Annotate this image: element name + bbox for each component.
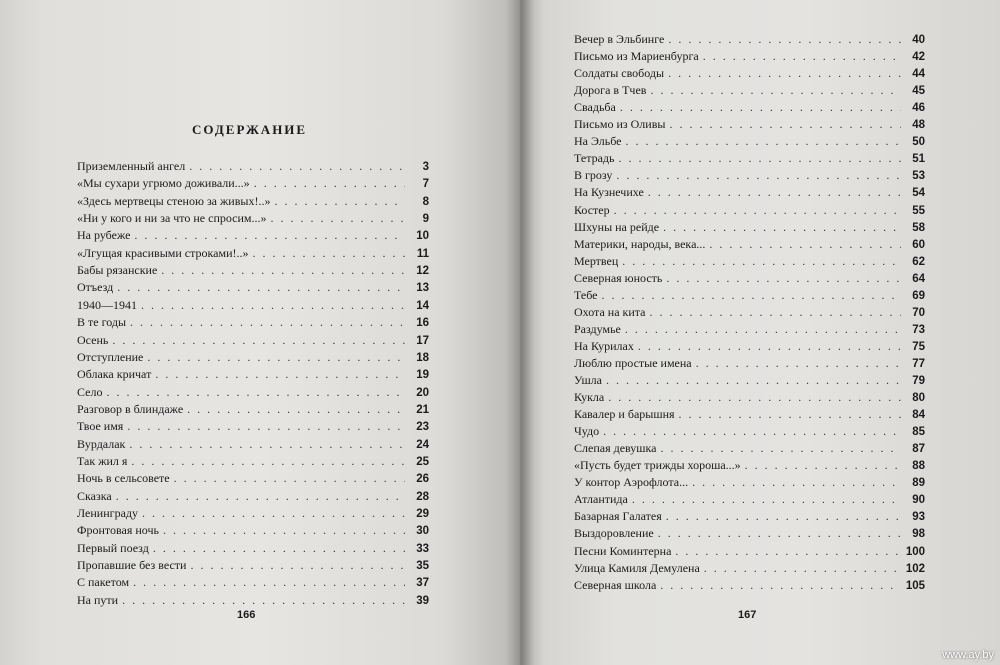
toc-entry-title: «Мы сухари угрюмо доживали...» [77,176,250,191]
toc-entry-page-number: 17 [416,334,429,347]
dot-leader [599,423,901,439]
toc-entry-page-number: 14 [416,299,429,312]
toc-entry-title: Вурдалак [77,436,126,451]
toc-entry [574,150,925,167]
toc-entry-title: На Кузнечихе [574,185,644,200]
dot-leader [616,99,901,115]
dot-leader [183,401,405,417]
toc-entry-title: Отъезд [77,280,114,295]
toc-entry [77,227,429,244]
dot-leader [621,321,901,337]
toc-entry-title: Шхуны на рейде [574,219,660,234]
dot-leader [112,488,405,504]
toc-entry [574,372,925,389]
toc-entry-title: Выздоровление [574,526,654,541]
toc-entry-page-number: 12 [416,265,429,278]
toc-entry [77,366,429,383]
toc-entry-title: «Ни у кого и ни за что не спросим...» [77,211,267,226]
left-page-number: 166 [237,609,256,621]
toc-entry [77,297,429,314]
toc-entry [574,491,925,508]
toc-entry-page-number: 53 [912,170,925,183]
dot-leader [700,560,901,576]
toc-entry [574,474,925,491]
dot-leader [102,384,405,400]
toc-entry-page-number: 40 [912,34,925,46]
toc-entry [574,167,925,184]
toc-entry [77,418,429,435]
toc-entry-page-number: 75 [912,340,925,353]
toc-entry [574,560,925,577]
toc-entry-title: Ночь в сельсовете [77,471,170,486]
dot-leader [610,202,901,218]
toc-entry-title: Ленинграду [77,506,139,520]
toc-entry-page-number: 16 [416,317,429,330]
dot-leader [143,349,405,365]
toc-entry-title: Дорога в Тчев [574,83,647,98]
dot-leader [129,574,405,590]
toc-entry-title: «Пусть будет трижды хороша...» [574,458,741,473]
toc-entry-title: Первый поезд [77,540,149,555]
toc-entry [77,245,429,262]
toc-entry [574,406,925,423]
dot-leader [250,175,405,191]
toc-entry [77,175,429,192]
toc-entry [77,436,429,453]
toc-entry [574,253,925,270]
toc-entry [574,287,925,304]
toc-entry-title: Атлантида [574,492,628,507]
toc-entry-page-number: 70 [912,306,925,319]
toc-entry-page-number: 50 [912,136,925,149]
dot-leader [657,440,902,456]
toc-entry-page-number: 25 [416,455,429,468]
toc-entry [77,592,429,609]
dot-leader [159,522,405,538]
toc-entry-title: Северная школа [574,577,657,592]
toc-entry [574,184,925,201]
toc-entry-page-number: 19 [416,369,429,382]
toc-entry-title: Письмо из Оливы [574,117,666,132]
toc-entry-title: Кавалер и барышня [574,407,675,422]
toc-entry-title: Сказка [77,488,112,503]
toc-entry [77,210,429,227]
toc-entry-page-number: 77 [912,357,925,370]
toc-entry-title: Раздумье [574,321,621,336]
toc-entry-page-number: 24 [416,438,429,451]
toc-entry [574,543,925,560]
toc-entry-page-number: 105 [905,579,925,592]
toc-entry-page-number: 54 [912,187,925,200]
toc-entry [77,158,429,175]
toc-entry-page-number: 60 [912,238,925,251]
toc-entry [77,314,429,331]
toc-entry-page-number: 45 [912,85,925,98]
toc-entry-page-number: 26 [416,473,429,486]
dot-leader [662,508,901,524]
toc-entry-title: Базарная Галатея [574,509,662,524]
toc-entry-page-number: 90 [912,494,925,507]
dot-leader [662,270,901,286]
toc-entry-page-number: 85 [912,426,925,439]
toc-entry [77,332,429,349]
dot-leader [659,219,901,235]
dot-leader [664,65,901,81]
toc-entry [574,355,925,372]
dot-leader [126,314,405,330]
toc-entry-title: На пути [77,592,119,607]
toc-entry-title: У контор Аэрофлота... [574,475,689,490]
dot-leader [170,470,405,486]
toc-entry-page-number: 55 [912,204,925,217]
toc-entry-page-number: 37 [416,577,429,590]
toc-entry-title: На рубеже [77,228,131,243]
dot-leader [127,453,405,469]
dot-leader [118,592,405,608]
toc-entry-title: Мертвец [574,253,619,268]
toc-entry-page-number: 9 [422,213,429,226]
toc-entry-page-number: 84 [912,409,925,422]
toc-entry-title: С пакетом [77,575,130,590]
toc-entry-page-number: 62 [912,255,925,268]
toc-entry [574,321,925,338]
right-page-number: 167 [738,609,757,621]
toc-entry [574,389,925,406]
toc-entry-title: Песни Коминтерна [574,543,672,558]
toc-entry-page-number: 64 [912,272,925,285]
book-spine [506,0,534,665]
toc-entry-title: Фронтовая ночь [77,523,159,538]
dot-leader [138,505,405,521]
dot-leader [664,31,901,47]
dot-leader [186,557,405,573]
toc-entry-page-number: 30 [416,525,429,538]
toc-entry-title: Солдаты свободы [574,66,665,81]
toc-entry-page-number: 51 [912,153,925,166]
dot-leader [656,577,901,593]
toc-entry [77,279,429,296]
toc-entry [574,423,925,440]
toc-entry-title: На Курилах [574,338,634,353]
toc-entry [574,202,925,219]
contents-heading: СОДЕРЖАНИЕ [192,122,308,137]
toc-entry-page-number: 87 [912,443,925,456]
toc-entry-page-number: 39 [416,594,429,607]
toc-entry-title: Люблю простые имена [574,355,692,370]
toc-entry-page-number: 29 [416,508,429,520]
toc-entry-title: Северная юность [574,270,663,285]
toc-entry-page-number: 46 [912,102,925,115]
toc-entry-title: Пропавшие без вести [77,558,187,573]
toc-entry-title: В грозу [574,168,613,183]
toc-entry [574,236,925,253]
dot-leader [604,389,901,405]
toc-entry-title: Улица Камиля Демулена [574,560,700,575]
toc-entry [574,338,925,355]
toc-entry-title: «Лгущая красивыми строками!..» [77,245,249,260]
toc-entry-title: Отступление [77,349,144,364]
dot-leader [185,158,405,174]
toc-entry-title: Тебе [574,287,598,302]
toc-entry [574,116,925,133]
toc-entry [574,525,925,542]
toc-entry [77,540,429,557]
toc-entry-title: В те годы [77,315,127,330]
toc-entry-page-number: 69 [912,289,925,302]
watermark: www.ay.by [942,649,994,661]
toc-entry-page-number: 11 [416,247,429,260]
dot-leader [699,48,901,64]
dot-leader [644,184,901,200]
dot-leader [612,167,901,183]
toc-entry [77,505,429,522]
dot-leader [634,338,901,354]
toc-entry-page-number: 28 [416,490,429,503]
dot-leader [741,457,901,473]
toc-entry-page-number: 8 [422,195,429,208]
toc-entry [574,440,925,457]
toc-entry-page-number: 33 [416,542,429,555]
toc-entry-title: Разговор в блиндаже [77,401,184,416]
toc-entry-page-number: 89 [912,477,925,490]
toc-entry [77,453,429,470]
toc-entry-title: Письмо из Мариенбурга [574,49,699,64]
dot-leader [151,366,405,382]
toc-entry-page-number: 10 [416,230,429,243]
toc-entry-page-number: 102 [905,562,925,575]
toc-entry-page-number: 7 [422,178,429,191]
dot-leader [671,543,901,559]
toc-entry-page-number: 3 [422,161,429,173]
toc-entry [77,488,429,505]
toc-entry [574,31,925,48]
toc-entry-title: На Эльбе [574,134,622,149]
dot-leader [149,540,405,556]
toc-entry [574,133,925,150]
toc-entry [77,401,429,418]
toc-entry [574,270,925,287]
dot-leader [113,279,405,295]
dot-leader [597,287,901,303]
toc-entry-title: Тетрадь [574,151,615,166]
toc-entry-title: Приземленный ангел [77,159,186,173]
toc-entry-page-number: 18 [416,351,429,364]
dot-leader [157,262,405,278]
toc-entry [574,99,925,116]
toc-entry-title: 1940—1941 [77,297,137,312]
toc-entry-title: Ушла [574,373,602,387]
toc-entry-title: Кукла [574,390,605,405]
toc-entry-title: Охота на кита [574,304,646,319]
toc-entry [77,384,429,401]
toc-entry-title: Село [77,384,103,399]
toc-entry-page-number: 23 [416,421,429,434]
toc-entry [574,508,925,525]
toc-entry-title: Осень [77,332,109,347]
dot-leader [615,150,902,166]
toc-entry-page-number: 13 [416,282,429,295]
dot-leader [654,525,901,541]
toc-entry [574,457,925,474]
toc-entry [77,557,429,574]
dot-leader [137,297,405,313]
toc-entry [77,349,429,366]
toc-entry [574,304,925,321]
dot-leader [130,227,405,243]
toc-entry-title: Костер [574,202,610,217]
toc-entry-page-number: 80 [912,392,925,405]
toc-entry [77,470,429,487]
toc-entry-title: Свадьба [574,100,616,115]
toc-entry-title: Бабы рязанские [77,263,158,278]
toc-entry-page-number: 79 [912,375,925,387]
dot-leader [267,210,405,226]
toc-entry [574,219,925,236]
dot-leader [628,491,901,507]
toc-entry-title: Материки, народы, века... [574,236,706,251]
dot-leader [645,304,901,320]
toc-entry [77,262,429,279]
toc-entry-page-number: 58 [912,221,925,234]
toc-entry [77,522,429,539]
toc-entry-page-number: 98 [912,528,925,541]
dot-leader [692,355,901,371]
dot-leader [688,474,901,490]
dot-leader [618,253,901,269]
toc-entry [574,82,925,99]
dot-leader [622,133,902,149]
dot-leader [249,245,406,261]
dot-leader [123,418,405,434]
toc-entry-page-number: 73 [912,323,925,336]
toc-entry-page-number: 93 [912,511,925,524]
toc-entry-page-number: 35 [416,560,429,573]
dot-leader [270,193,405,209]
toc-entry-title: Так жил я [77,453,128,468]
toc-entry-page-number: 100 [905,545,925,558]
dot-leader [675,406,901,422]
toc-entry-page-number: 44 [912,68,925,81]
toc-entry-title: «Здесь мертвецы стеною за живых!..» [77,193,271,208]
toc-entry-title: Вечер в Эльбинге [574,32,665,46]
toc-entry-title: Чудо [574,424,600,439]
toc-entry-page-number: 48 [912,119,925,132]
toc-entry [574,577,925,594]
dot-leader [602,372,901,388]
dot-leader [108,332,405,348]
toc-entry-page-number: 88 [912,460,925,473]
toc-entry-page-number: 20 [416,386,429,399]
toc-entry-page-number: 21 [416,403,429,416]
toc-entry-title: Слепая девушка [574,441,657,456]
dot-leader [646,82,901,98]
toc-entry [574,48,925,65]
dot-leader [665,116,901,132]
dot-leader [125,436,405,452]
toc-entry-title: Твое имя [77,419,124,434]
toc-entry [77,574,429,591]
toc-entry [574,65,925,82]
toc-entry-page-number: 42 [912,51,925,64]
toc-entry [77,193,429,210]
toc-entry-title: Облака кричат [77,367,152,382]
dot-leader [705,236,901,252]
